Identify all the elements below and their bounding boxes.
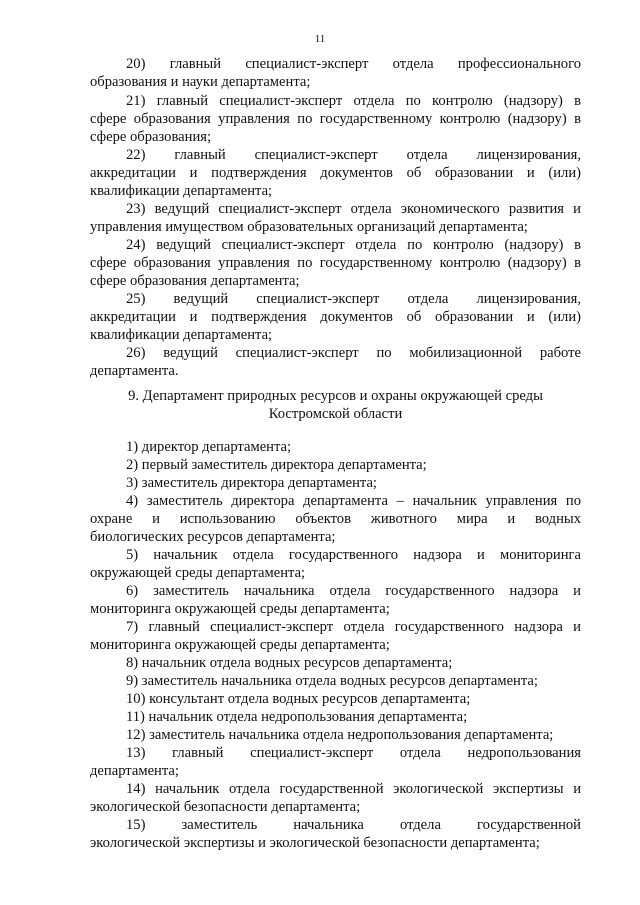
list-item-11: 11) начальник отдела недропользования департамента; [126,709,468,725]
section-heading-line-2: Костромской области [268,406,403,422]
list-item-23-line-1: 23) ведущий специалист-эксперт отдела экономического развития и [126,201,581,217]
list-item-7-line-1: 7) главный специалист-эксперт отдела государственного надзора и [126,619,581,635]
list-item-6-line-1: 6) заместитель начальника отдела государственного надзора и [126,583,581,599]
list-item-24-line-3: сфере образования департамента; [90,273,300,289]
list-item-8: 8) начальник отдела водных ресурсов департамента; [126,655,453,671]
list-item-15-line-2: экологической экспертизы и экологической безопасности департамента; [90,835,540,851]
list-item-14-line-2: экологической безопасности департамента; [90,799,361,815]
list-item-23-line-2: управления имуществом образовательных организаций департамента; [90,219,528,235]
list-item-9: 9) заместитель начальника отдела водных ресурсов департамента; [126,673,538,689]
list-item-13-line-2: департамента; [90,763,179,779]
list-item-14-line-1: 14) начальник отдела государственной экологической экспертизы и [126,781,581,797]
list-item-15-line-1: 15) заместитель начальника отдела государственной [126,817,581,833]
list-item-25-line-2: аккредитации и подтверждения документов об образовании и (или) [90,309,581,325]
list-item-25-line-1: 25) ведущий специалист-эксперт отдела лицензирования, [126,291,581,307]
page-number: 11 [314,33,326,45]
list-item-20-line-2: образования и науки департамента; [90,74,311,90]
list-item-25-line-3: квалификации департамента; [90,327,273,343]
list-item-24-line-2: сфере образования управления по государственному контролю (надзору) в [90,255,581,271]
list-item-13-line-1: 13) главный специалист-эксперт отдела недропользования [126,745,581,761]
list-item-22-line-1: 22) главный специалист-эксперт отдела лицензирования, [126,147,581,163]
list-item-26-line-1: 26) ведущий специалист-эксперт по мобилизационной работе [126,345,581,361]
list-item-12: 12) заместитель начальника отдела недропользования департамента; [126,727,554,743]
list-item-21-line-2: сфере образования управления по государственному контролю (надзору) в [90,111,581,127]
list-item-5-line-1: 5) начальник отдела государственного надзора и мониторинга [126,547,581,563]
list-item-22-line-3: квалификации департамента; [90,183,273,199]
list-item-22-line-2: аккредитации и подтверждения документов об образовании и (или) [90,165,581,181]
list-item-4-line-1: 4) заместитель директора департамента – начальник управления по [126,493,581,509]
list-item-6-line-2: мониторинга окружающей среды департамента; [90,601,390,617]
list-item-4-line-2: охране и использованию объектов животного мира и водных [90,511,581,527]
list-item-10: 10) консультант отдела водных ресурсов департамента; [126,691,471,707]
section-heading-line-1: 9. Департамент природных ресурсов и охраны окружающей среды [128,388,543,404]
list-item-1: 1) директор департамента; [126,439,292,455]
list-item-20-line-1: 20) главный специалист-эксперт отдела профессионального [126,56,581,72]
list-item-5-line-2: окружающей среды департамента; [90,565,306,581]
list-item-21-line-1: 21) главный специалист-эксперт отдела по контролю (надзору) в [126,93,581,109]
list-item-26-line-2: департамента. [90,363,179,379]
list-item-3: 3) заместитель директора департамента; [126,475,377,491]
list-item-21-line-3: сфере образования; [90,129,212,145]
list-item-7-line-2: мониторинга окружающей среды департамента; [90,637,390,653]
list-item-2: 2) первый заместитель директора департамента; [126,457,427,473]
list-item-24-line-1: 24) ведущий специалист-эксперт отдела по контролю (надзору) в [126,237,581,253]
list-item-4-line-3: биологических ресурсов департамента; [90,529,336,545]
